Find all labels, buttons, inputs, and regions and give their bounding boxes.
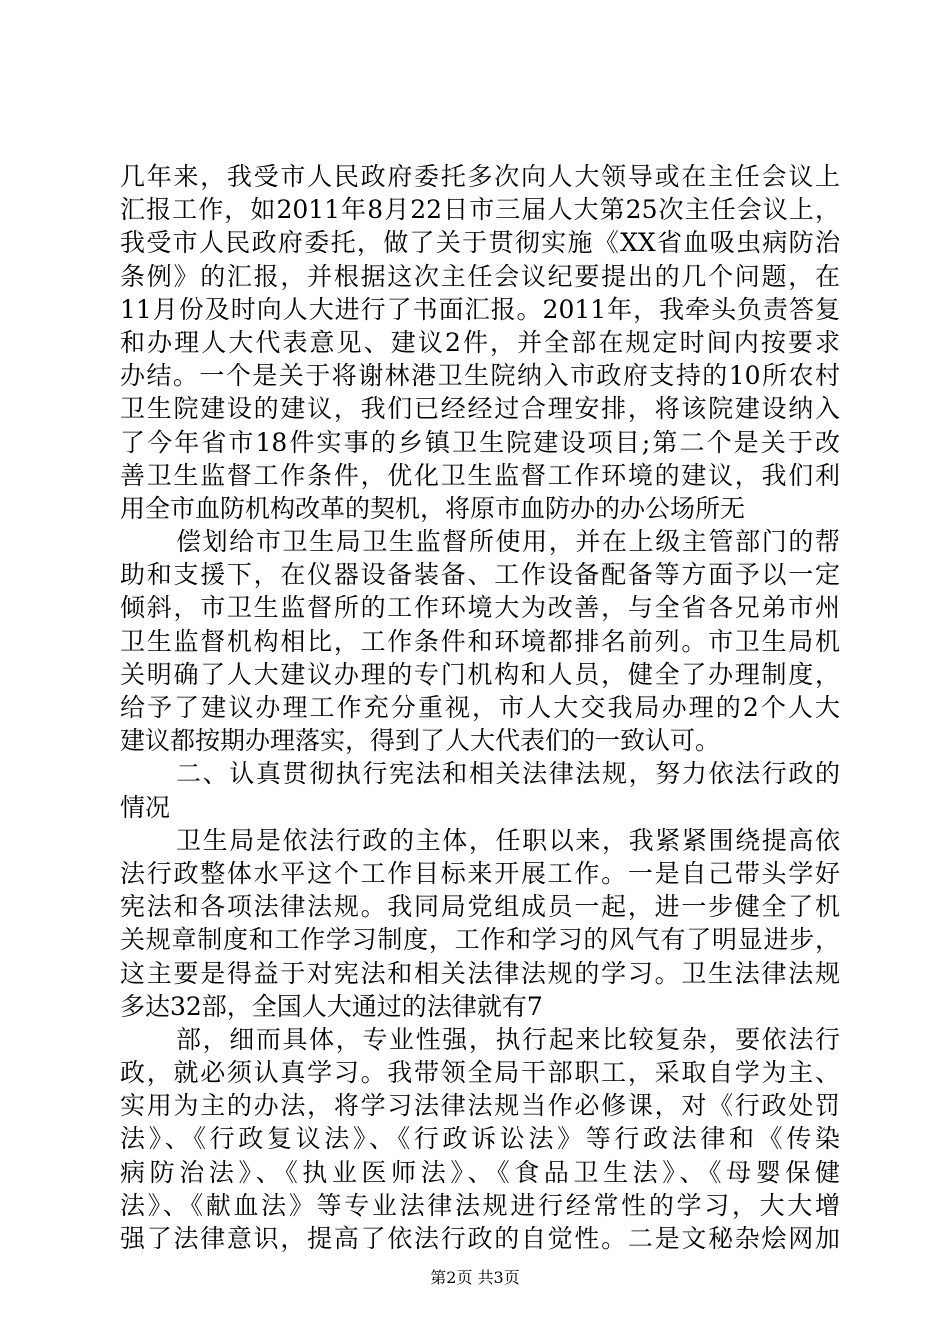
text-line: 了今年省市18件实事的乡镇卫生院建设项目;第二个是关于改 — [120, 427, 840, 457]
text-line: 法》、《献血法》等专业法律法规进行经常性的学习，大大增 — [120, 1190, 840, 1220]
text-line: 这主要是得益于对宪法和相关法律法规的学习。卫生法律法规 — [120, 958, 840, 988]
page-footer: 第2页 共3页 — [430, 1268, 520, 1287]
text-line: 用全市血防机构改革的契机，将原市血防办的办公场所无 — [120, 493, 746, 523]
text-line: 善卫生监督工作条件，优化卫生监督工作环境的建议，我们利 — [120, 460, 840, 490]
text-line: 部，细而具体，专业性强，执行起来比较复杂，要依法行 — [176, 1024, 840, 1054]
text-line: 几年来，我受市人民政府委托多次向人大领导或在主任会议上 — [120, 162, 840, 191]
text-line: 法》、《行政复议法》、《行政诉讼法》等行政法律和《传染 — [120, 1124, 840, 1154]
text-line: 病防治法》、《执业医师法》、《食品卫生法》、《母婴保健 — [120, 1157, 840, 1187]
text-line: 关规章制度和工作学习制度，工作和学习的风气有了明显进步， — [120, 925, 840, 955]
text-line: 给予了建议办理工作充分重视，市人大交我局办理的2个人大 — [120, 693, 840, 722]
text-line: 卫生监督机构相比，工作条件和环境都排名前列。市卫生局机 — [120, 626, 840, 656]
text-line: 我受市人民政府委托，做了关于贯彻实施《XX省血吸虫病防治 — [120, 228, 840, 258]
text-line: 建议都按期办理落实，得到了人大代表们的一致认可。 — [120, 726, 721, 756]
text-line: 倾斜，市卫生监督所的工作环境大为改善，与全省各兄弟市州 — [120, 593, 840, 623]
text-line: 条例》的汇报，并根据这次主任会议纪要提出的几个问题，在 — [120, 261, 840, 291]
document-body — [120, 160, 840, 1255]
text-line: 汇报工作，如2011年8月22日市三届人大第25次主任会议上， — [120, 195, 840, 225]
text-line: 偿划给市卫生局卫生监督所使用，并在上级主管部门的帮 — [176, 527, 840, 557]
text-line: 和办理人大代表意见、建议2件，并全部在规定时间内按要求 — [120, 327, 840, 357]
text-line: 宪法和各项法律法规。我同局党组成员一起，进一步健全了机 — [120, 892, 840, 922]
text-line: 11月份及时向人大进行了书面汇报。2011年，我牵头负责答复 — [120, 294, 840, 324]
text-line: 实用为主的办法，将学习法律法规当作必修课，对《行政处罚 — [120, 1091, 840, 1121]
text-line: 政，就必须认真学习。我带领全局干部职工，采取自学为主、 — [120, 1058, 840, 1088]
text-line: 强了法律意识，提高了依法行政的自觉性。二是文秘杂烩网加 — [120, 1224, 840, 1253]
text-line: 法行政整体水平这个工作目标来开展工作。一是自己带头学好 — [120, 858, 840, 888]
text-line: 卫生局是依法行政的主体，任职以来，我紧紧围绕提高依 — [176, 825, 840, 855]
text-line: 助和支援下，在仪器设备装备、工作设备配备等方面予以一定 — [120, 560, 840, 590]
text-line: 办结。一个是关于将谢林港卫生院纳入市政府支持的10所农村 — [120, 361, 840, 391]
text-line: 二、认真贯彻执行宪法和相关法律法规，努力依法行政的 — [176, 759, 840, 789]
text-line: 卫生院建设的建议，我们已经经过合理安排，将该院建设纳入 — [120, 394, 840, 424]
text-line: 关明确了人大建议办理的专门机构和人员，健全了办理制度， — [120, 659, 840, 689]
text-line: 情况 — [120, 792, 171, 822]
text-line: 多达32部，全国人大通过的法律就有7 — [120, 991, 543, 1021]
